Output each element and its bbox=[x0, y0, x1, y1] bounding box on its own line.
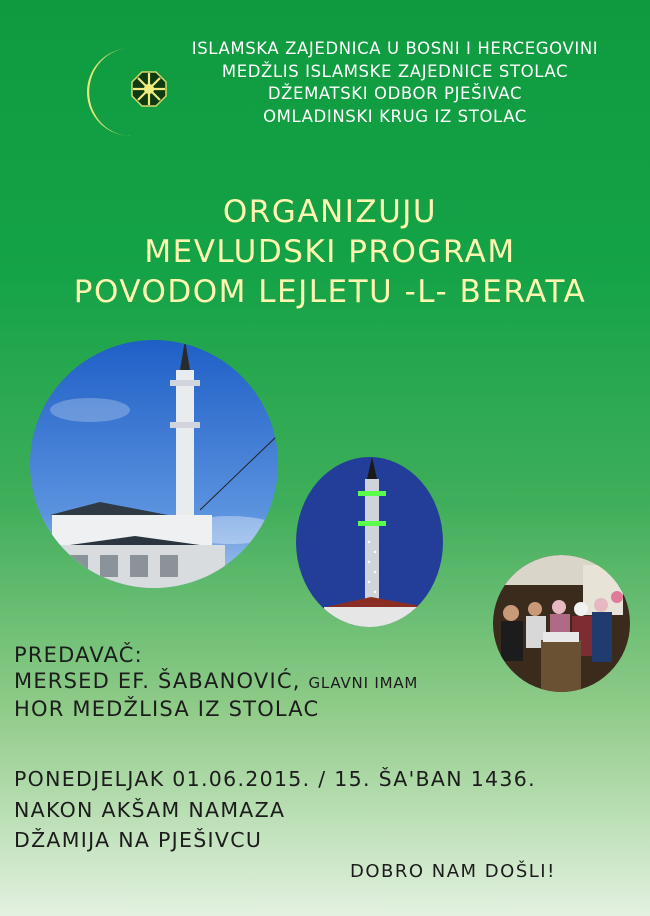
speaker-name-line bbox=[14, 668, 634, 696]
mosque-day-photo bbox=[30, 340, 278, 588]
organizer-header bbox=[160, 38, 630, 128]
speaker-name: MERSED EF. ŠABANOVIĆ, bbox=[14, 669, 301, 693]
header-line-2: MEDŽLIS ISLAMSKE ZAJEDNICE STOLAC bbox=[221, 61, 569, 81]
event-place: DŽAMIJA NA PJEŠIVCU bbox=[14, 828, 263, 852]
title-line-3: POVODOM LEJLETU -L- BERATA bbox=[73, 274, 587, 310]
header-line-4: OMLADINSKI KRUG IZ STOLAC bbox=[263, 106, 527, 126]
header-line-1: ISLAMSKA ZAJEDNICA U BOSNI I HERCEGOVINI bbox=[191, 39, 599, 58]
event-info bbox=[14, 764, 644, 856]
title-line-1: ORGANIZUJU bbox=[222, 194, 438, 230]
welcome-text: DOBRO NAM DOŠLI! bbox=[350, 861, 556, 882]
speaker-role: GLAVNI IMAM bbox=[308, 674, 419, 692]
header-line-3: DŽEMATSKI ODBOR PJEŠIVAC bbox=[267, 84, 523, 103]
event-date: PONEDJELJAK 01.06.2015. / 15. ŠA'BAN 1436. bbox=[14, 767, 536, 791]
mosque-night-photo bbox=[296, 457, 443, 627]
speaker-block bbox=[14, 642, 634, 722]
title-line-2: MEVLUDSKI PROGRAM bbox=[144, 234, 516, 270]
speaker-label: PREDAVAČ: bbox=[14, 643, 143, 667]
event-title bbox=[0, 192, 650, 312]
choir-line: HOR MEDŽLISA IZ STOLAC bbox=[14, 697, 320, 721]
event-time: NAKON AKŠAM NAMAZA bbox=[14, 797, 286, 822]
